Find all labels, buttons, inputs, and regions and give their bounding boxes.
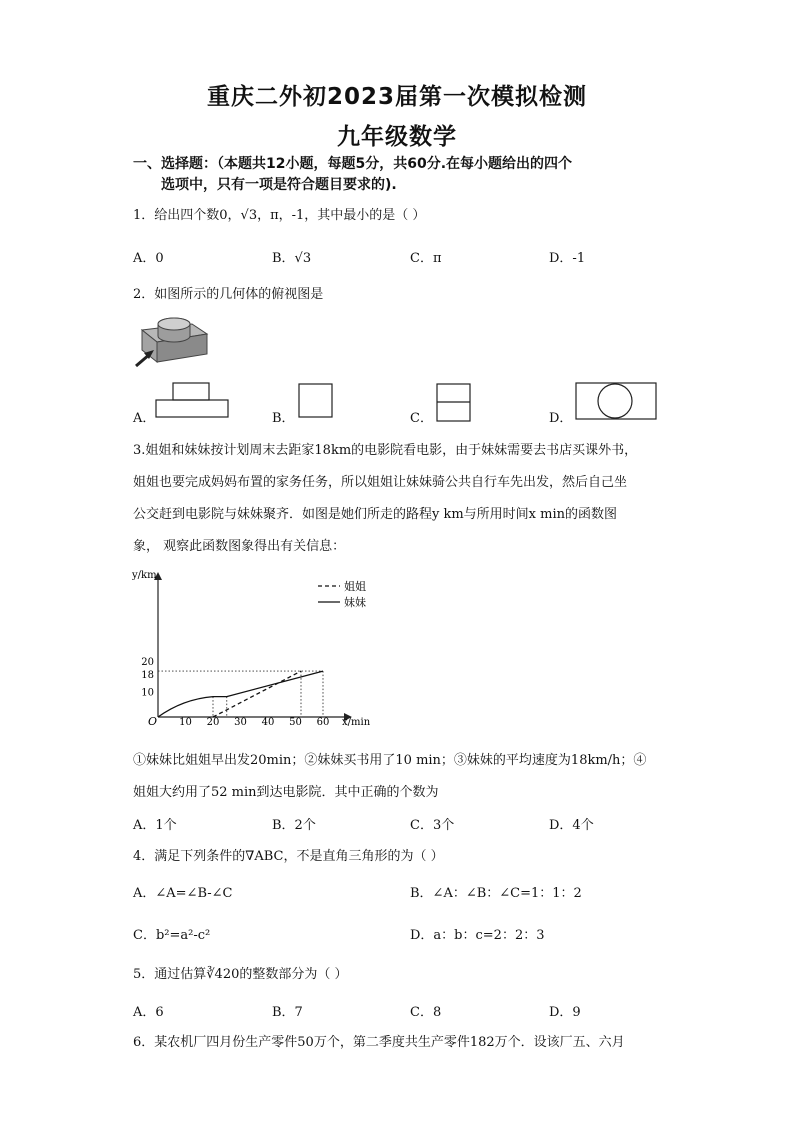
- x-tick-label: 10: [179, 717, 192, 728]
- q2-stem: 2．如图所示的几何体的俯视图是: [133, 287, 324, 302]
- q2-option-b-figure: [296, 381, 336, 421]
- q2-option-c-figure: [434, 381, 474, 425]
- q4-stem: 4．满足下列条件的∇ABC，不是直角三角形的为（ ）: [133, 849, 444, 864]
- q2-option-d-figure: [573, 380, 659, 422]
- q2-option-c: C．: [410, 411, 433, 426]
- q1-option-b: B．√3: [272, 251, 312, 266]
- q3-option-c: C．3个: [410, 818, 455, 833]
- q3-statements: [133, 745, 663, 809]
- q3-line-1: 3.姐姐和妹妹按计划周末去距家18km的电影院看电影，由于妹妹需要去书店买课外书，: [133, 443, 638, 458]
- y-axis-label: y/km: [132, 570, 157, 581]
- q2-option-a-figure: [153, 381, 233, 421]
- legend-label: 姐姐: [344, 580, 366, 593]
- q5-stem: 5．通过估算∛420的整数部分为（ ）: [133, 967, 348, 982]
- q5-option-b: B．7: [272, 1005, 303, 1020]
- q1-option-d: D．-1: [549, 251, 586, 266]
- x-tick-label: 40: [261, 717, 275, 728]
- origin-label: O: [148, 715, 158, 728]
- exam-title: 重庆二外初2023届第一次模拟检测: [206, 84, 587, 110]
- distance-time-chart: [128, 562, 378, 732]
- q1-option-c: C．π: [410, 251, 442, 266]
- q1-option-a: A．0: [133, 251, 164, 266]
- section-heading-line1: 一、选择题：（本题共12小题，每题5分，共60分.在每小题给出的四个: [133, 156, 573, 172]
- q5-option-a: A．6: [133, 1005, 164, 1020]
- y-tick-label: 10: [141, 687, 154, 699]
- exam-subtitle: 九年级数学: [337, 124, 457, 150]
- geometric-solid-figure: [132, 312, 212, 370]
- q5-option-c: C．8: [410, 1005, 442, 1020]
- q4-option-a: A．∠A=∠B-∠C: [133, 886, 233, 901]
- q3-line-3: 公交赶到电影院与妹妹聚齐．如图是她们所走的路程y km与所用时间x min的函数图: [133, 507, 618, 522]
- q1-stem: 1．给出四个数0，√3，π，-1，其中最小的是（ ）: [133, 208, 426, 223]
- section-heading: [133, 154, 673, 196]
- q3-text: [133, 435, 663, 563]
- q3-statement-line-1: ①妹妹比姐姐早出发20min；②妹妹买书用了10 min；③妹妹的平均速度为18km/h；④: [133, 753, 647, 768]
- x-axis-label: x/min: [342, 717, 371, 728]
- x-tick-label: 30: [234, 717, 247, 728]
- q4-option-d: D．a：b：c=2：2：3: [410, 928, 545, 943]
- q3-line-4: 象， 观察此函数图象得出有关信息：: [133, 539, 346, 554]
- q3-option-b: B．2个: [272, 818, 316, 833]
- q3-option-d: D．4个: [549, 818, 594, 833]
- x-tick-label: 20: [206, 717, 220, 728]
- q4-option-c: C．b²=a²-c²: [133, 928, 211, 943]
- q3-option-a: A．1个: [133, 818, 177, 833]
- y-tick-label: 20: [141, 657, 154, 668]
- series-line-sister-elder: [213, 671, 301, 717]
- q6-stem: 6．某农机厂四月份生产零件50万个，第二季度共生产零件182万个．设该厂五、六月: [133, 1035, 625, 1050]
- x-tick-label: 60: [316, 717, 330, 728]
- q5-option-d: D．9: [549, 1005, 581, 1020]
- y-tick-label: 18: [141, 670, 154, 682]
- series-line-sister-younger: [158, 671, 323, 717]
- q2-option-b: B．: [272, 411, 295, 426]
- q3-statement-line-2: 姐姐大约用了52 min到达电影院．其中正确的个数为: [133, 785, 439, 800]
- q2-option-d: D．: [549, 411, 573, 426]
- section-heading-line2: 选项中，只有一项是符合题目要求的).: [161, 177, 397, 193]
- q2-option-a: A．: [133, 411, 156, 426]
- legend-label: 妹妹: [344, 596, 366, 609]
- x-tick-label: 50: [289, 717, 302, 728]
- q3-line-2: 姐姐也要完成妈妈布置的家务任务，所以姐姐让妹妹骑公共自行车先出发，然后自己坐: [133, 475, 628, 490]
- q4-option-b: B．∠A：∠B：∠C=1：1：2: [410, 886, 582, 901]
